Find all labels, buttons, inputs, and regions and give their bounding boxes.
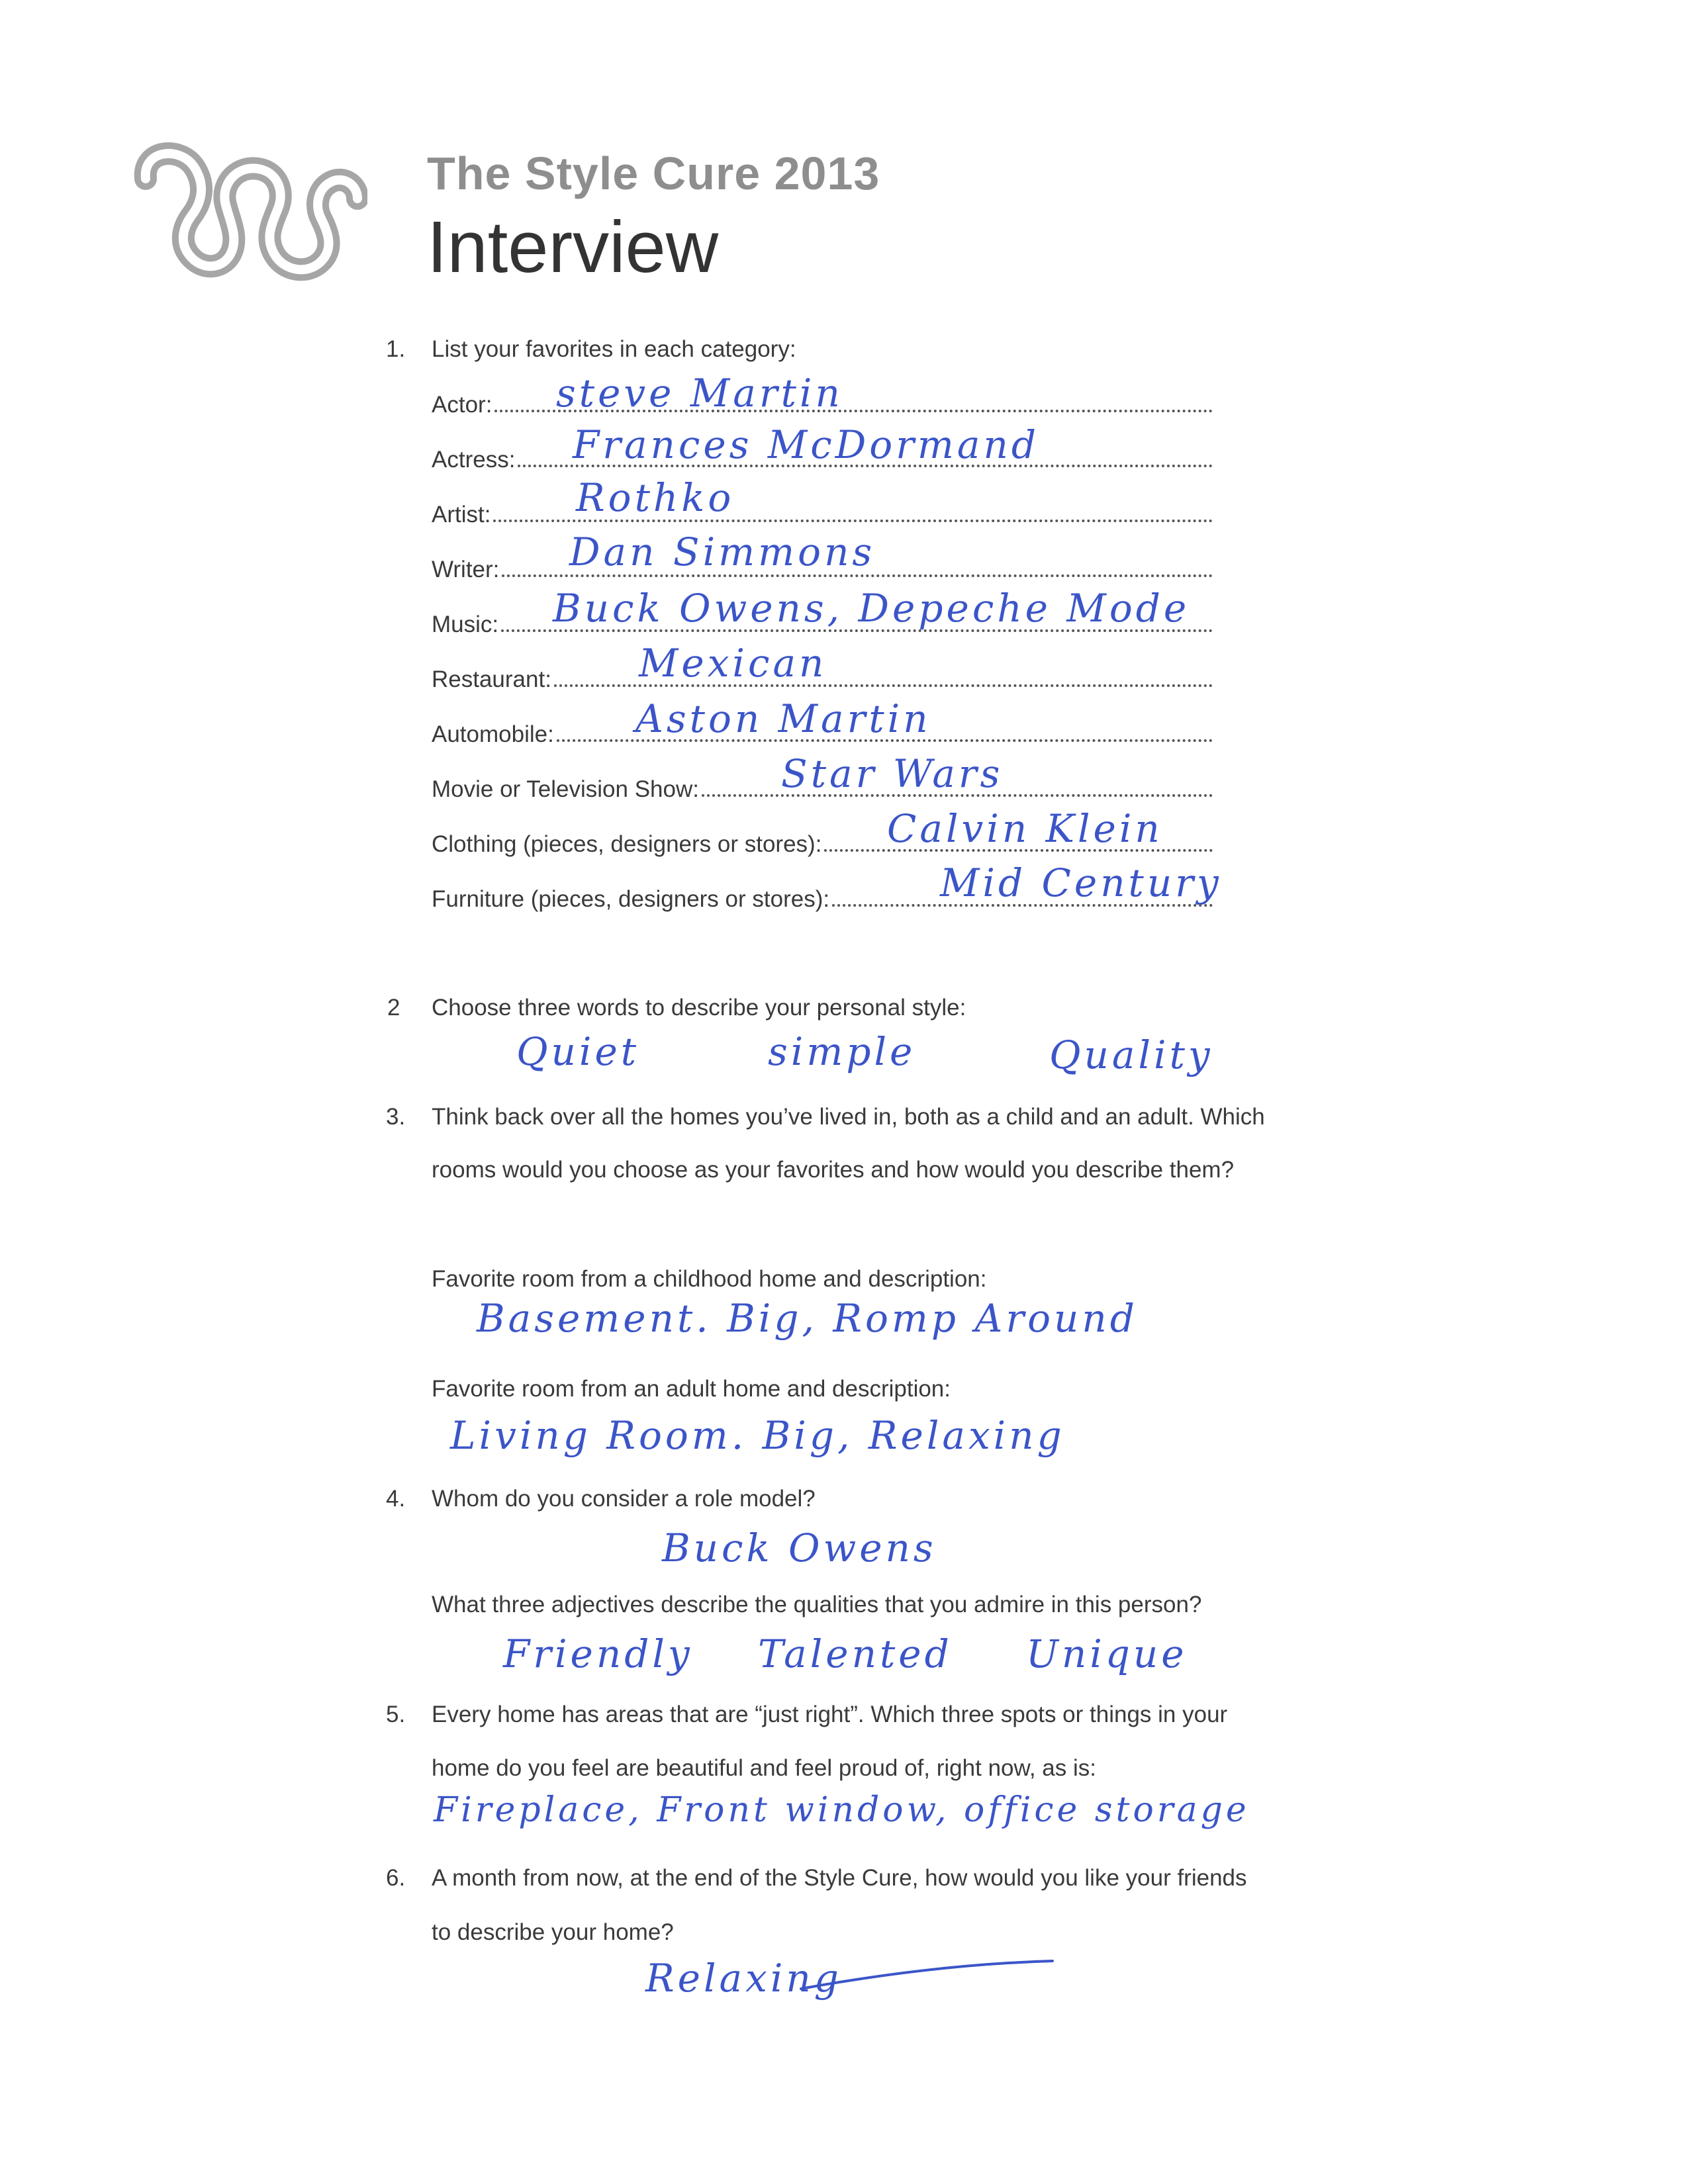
q3-line-1: Think back over all the homes you’ve lived in, both as a child and an adult. Which [432,1104,1265,1130]
q6-line-1: A month from now, at the end of the Style Cure, how would you like your friends [432,1865,1247,1891]
answer-actress: Frances McDormand [573,422,1039,467]
answer-actor: steve Martin [556,371,843,416]
favorite-label: Automobile: [432,721,554,747]
header-subtitle: Interview [427,206,719,288]
style-cure-logo [129,139,367,298]
answer-childhood-room: Basement. Big, Romp Around [477,1296,1138,1341]
q4-number: 4. [386,1486,406,1512]
answer-style-word-1: Quiet [516,1029,640,1074]
answer-style-word-2: simple [768,1029,916,1074]
answer-clothing: Calvin Klein [887,806,1163,851]
q5-line-2: home do you feel are beautiful and feel proud of, right now, as is: [432,1755,1096,1781]
q3-line-2: rooms would you choose as your favorites and how would you describe them? [432,1157,1235,1183]
answer-artist: Rothko [576,475,735,520]
answer-adjective-1: Friendly [503,1631,693,1676]
favorite-label: Furniture (pieces, designers or stores): [432,886,830,912]
q6-number: 6. [386,1865,406,1891]
answer-adjective-3: Unique [1026,1631,1188,1676]
q5-line-1: Every home has areas that are “just right”. Which three spots or things in your [432,1702,1228,1727]
answer-movie: Star Wars [781,751,1004,796]
handwritten-underline-stroke [794,1949,1059,2015]
q3-number: 3. [386,1104,406,1130]
q2-number: 2 [387,995,400,1021]
answer-describe-home: Relaxing [645,1956,842,2001]
favorite-label: Actor: [432,392,492,418]
q3-adult-prompt: Favorite room from an adult home and description: [432,1376,951,1402]
q4-sub-prompt: What three adjectives describe the qualities that you admire in this person? [432,1592,1202,1617]
answer-restaurant: Mexican [639,641,827,686]
favorite-label: Artist: [432,502,491,527]
answer-proud-spots: Fireplace, Front window, office storage [434,1790,1250,1830]
favorite-label: Movie or Television Show: [432,776,699,802]
favorite-label: Music: [432,612,499,637]
favorite-label: Actress: [432,447,516,473]
q1-prompt: List your favorites in each category: [432,336,796,362]
favorite-label: Writer: [432,557,500,582]
favorite-label: Clothing (pieces, designers or stores): [432,831,822,857]
answer-role-model: Buck Owens [662,1525,937,1570]
favorite-row-artist [432,498,1213,528]
q3-child-prompt: Favorite room from a childhood home and description: [432,1266,987,1292]
answer-adjective-2: Talented [758,1631,953,1676]
answer-writer: Dan Simmons [569,529,876,574]
header-title: The Style Cure 2013 [427,148,880,199]
answer-furniture: Mid Century [940,860,1222,905]
q6-line-2: to describe your home? [432,1919,674,1945]
answer-automobile: Aston Martin [635,696,931,741]
q5-number: 5. [386,1702,406,1727]
answer-style-word-3: Quality [1049,1032,1213,1077]
q4-prompt: Whom do you consider a role model? [432,1486,816,1512]
answer-adult-room: Living Room. Big, Relaxing [450,1413,1065,1458]
q1-number: 1. [386,336,406,362]
favorite-label: Restaurant: [432,666,551,692]
answer-music: Buck Owens, Depeche Mode [553,586,1190,631]
q2-prompt: Choose three words to describe your personal style: [432,995,966,1021]
